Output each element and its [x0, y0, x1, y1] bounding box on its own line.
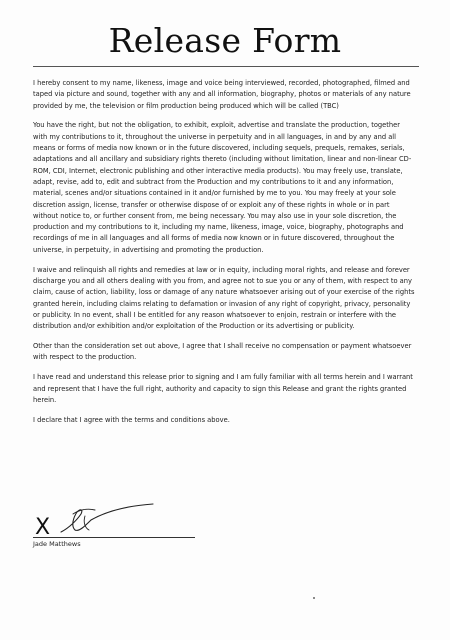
paragraph-waiver: I waive and relinquish all rights and remedies at law or in equity, including moral rights, and release and forever discharge you and all others dealing with you from, and agree not to sue you or any of them, with respect to any claim, cause of action, liability, loss or damage of any nature whatsoever arising out of your exercise of the rights granted herein, including claims relating to defamation or invasion of any right of copyright, privacy, personality or publicity. In no event, shall I be entitled for any reason whatsoever to enjoin, restrain or interfere with the distribution and/or exhibition and/or exploitation of the Production or its advertising or publicity. — [33, 265, 415, 331]
paragraph-declaration: I declare that I agree with the terms and conditions above. — [33, 415, 230, 424]
document-title: Release Form — [108, 21, 342, 60]
handwritten-signature-icon — [55, 502, 165, 538]
title-divider — [33, 66, 419, 67]
scan-speck — [313, 597, 315, 599]
paragraph-consent: I hereby consent to my name, likeness, image and voice being interviewed, recorded, photographed, filmed and taped via picture and sound, together with any and all information, biography, photos or materials of any nature provided by me, the television or film production being produced which will be called (TBC) — [33, 79, 411, 110]
signature-x-mark: X — [35, 515, 51, 540]
signature-line — [33, 537, 195, 538]
signer-name: Jade Matthews — [33, 540, 81, 548]
paragraph-understanding: I have read and understand this release prior to signing and I am fully familiar with all terms herein and I warrant and represent that I have the full right, authority and capacity to sign this Release and grant the rights granted herein. — [33, 373, 413, 404]
paragraph-compensation: Other than the consideration set out above, I agree that I shall receive no compensation or payment whatsoever with respect to the production. — [33, 342, 412, 362]
signature-block — [33, 500, 233, 560]
paragraph-rights: You have the right, but not the obligation, to exhibit, exploit, advertise and translate the production, together with my contributions to it, throughout the universe in perpetuity and in all languages, in and by any and all means or forms of media now known or in the future discovered, including sequels, prequels, remakes, serials, adaptations and all ancillary and subsidiary rights thereto (including without limitation, linear and non-linear CD-ROM, CDI, Internet, electronic publishing and other interactive media products). You may freely use, translate, adapt, revise, add to, edit and subtract from the Production and my contributions to it and any information, material, scenes and/or situations contained in it and/or furnished by me to you. You may freely at your sole discretion assign, license, transfer or otherwise dispose of or exploit any of these rights in whole or in part without notice to, or further consent from, me being necessary. You may also use in your sole discretion, the production and my contributions to it, including my name, likeness, image, voice, biography, photographs and recordings of me in all languages and all forms of media now known or in future discovered, throughout the universe, in perpetuity, in advertising and promoting the production. — [33, 121, 412, 254]
document-body — [33, 78, 415, 435]
